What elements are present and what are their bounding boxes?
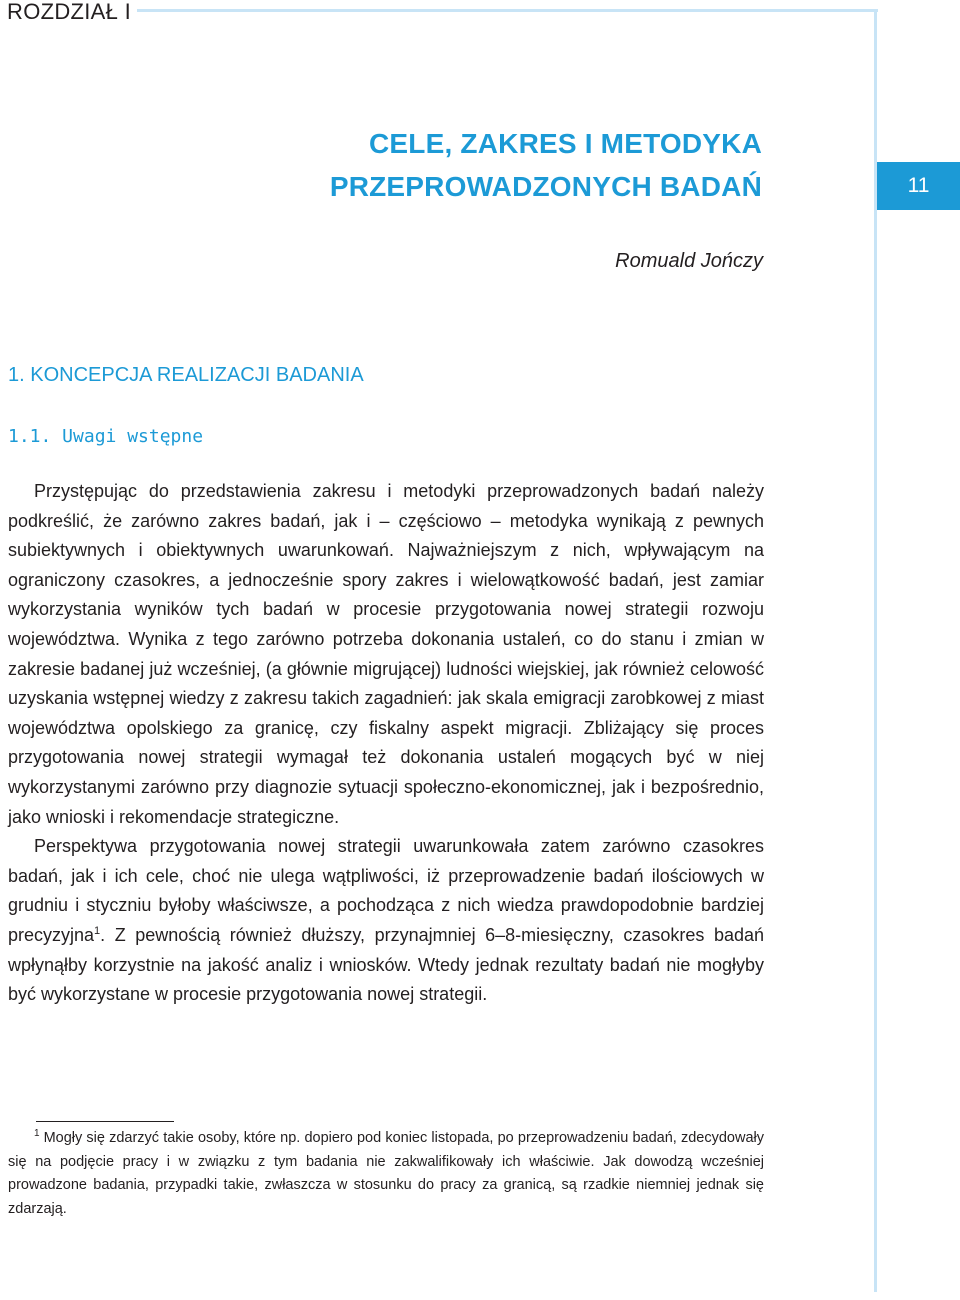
chapter-title-line-1: CELE, ZAKRES I METODYKA [368,128,762,159]
footnote [8,1127,764,1221]
paragraph-1: Przystępując do przedstawienia zakresu i metodyki przeprowadzonych badań należy podkreślić, że zarówno zakres badań, jak i – częściowo – metodyka wynikają z pewnych subiektywnych i obiektywnych uwarunkowań. Najważniejszym z nich, wpływającym na ograniczony czasokres, a jednocześnie spory zakres i wielowątkowość badań, jest zamiar wykorzystania wyników tych badań w procesie przygotowania nowej strategii rozwoju województwa. Wynika z tego zarówno potrzeba dokonania ustaleń, co do stanu i zmian w zakresie badanej już wcześniej, (a głównie migrującej) ludności wiejskiej, jak również celowość uzyskania wstępnej wiedzy z zakresu takich zagadnień: jak skala emigracji zarobkowej z miast województwa opolskiego za granicę, czy fiskalny aspekt migracji. Zbliżający się proces przygotowania nowej strategii wymagał też dokonania ustaleń mogących być w niej wykorzystanymi zarówno przy diagnozie sytuacji społeczno-ekonomicznej, jak i bezpośrednio, jako wnioski i rekomendacje strategiczne. [8,481,764,827]
chapter-label: ROZDZIAŁ I [7,0,132,24]
chapter-title-line-2: PRZEPROWADZONYCH BADAŃ [329,171,762,202]
footnote-separator [36,1121,174,1122]
paragraph-2-text-a: Perspektywa przygotowania nowej strategii uwarunkowała zatem zarówno czasokres badań, jak i ich cele, choć nie ulega wątpliwości, iż przeprowadzenie badań ilościowych w grudniu i styczniu byłoby właściwsze, a pochodząca z nich wiedza prawdopodobnie bardziej precyzyjna [8,836,764,945]
paragraph-2-text-b: . Z pewnością również dłuższy, przynajmniej 6–8-miesięczny, czasokres badań wpłynąłby korzystnie na jakość analiz i wniosków. Wtedy jednak rezultaty badań nie mogłyby być wykorzystane w procesie przygotowania nowej strategii. [8,924,764,1005]
chapter-title [300,122,762,208]
footnote-mark: 1 [34,1128,40,1140]
page-number-tab [877,162,960,210]
subsection-heading: 1.1. Uwagi wstępne [8,426,204,447]
paragraph-2 [8,832,764,1010]
section-heading: 1. KONCEPCJA REALIZACJI BADANIA [8,364,364,386]
page-number: 11 [907,174,930,197]
footnote-text: Mogły się zdarzyć takie osoby, które np. dopiero pod koniec listopada, po przeprowadzeniu badań, zdecydowały się na podjęcie pracy i w związku z tym badania nie zakwalifikowały ich właściwie. Jak dowodzą wcześniej prowadzone badania, przypadki takie, zwłaszcza w stosunku do pracy za granicą, są rzadkie niemniej jednak się zdarzają. [8,1130,764,1217]
header-rule-top [137,9,878,12]
footnote-reference[interactable]: 1 [94,924,101,937]
footnote-paragraph [8,1127,764,1221]
author-name: Romuald Jończy [615,250,763,272]
body-text [8,477,764,1010]
